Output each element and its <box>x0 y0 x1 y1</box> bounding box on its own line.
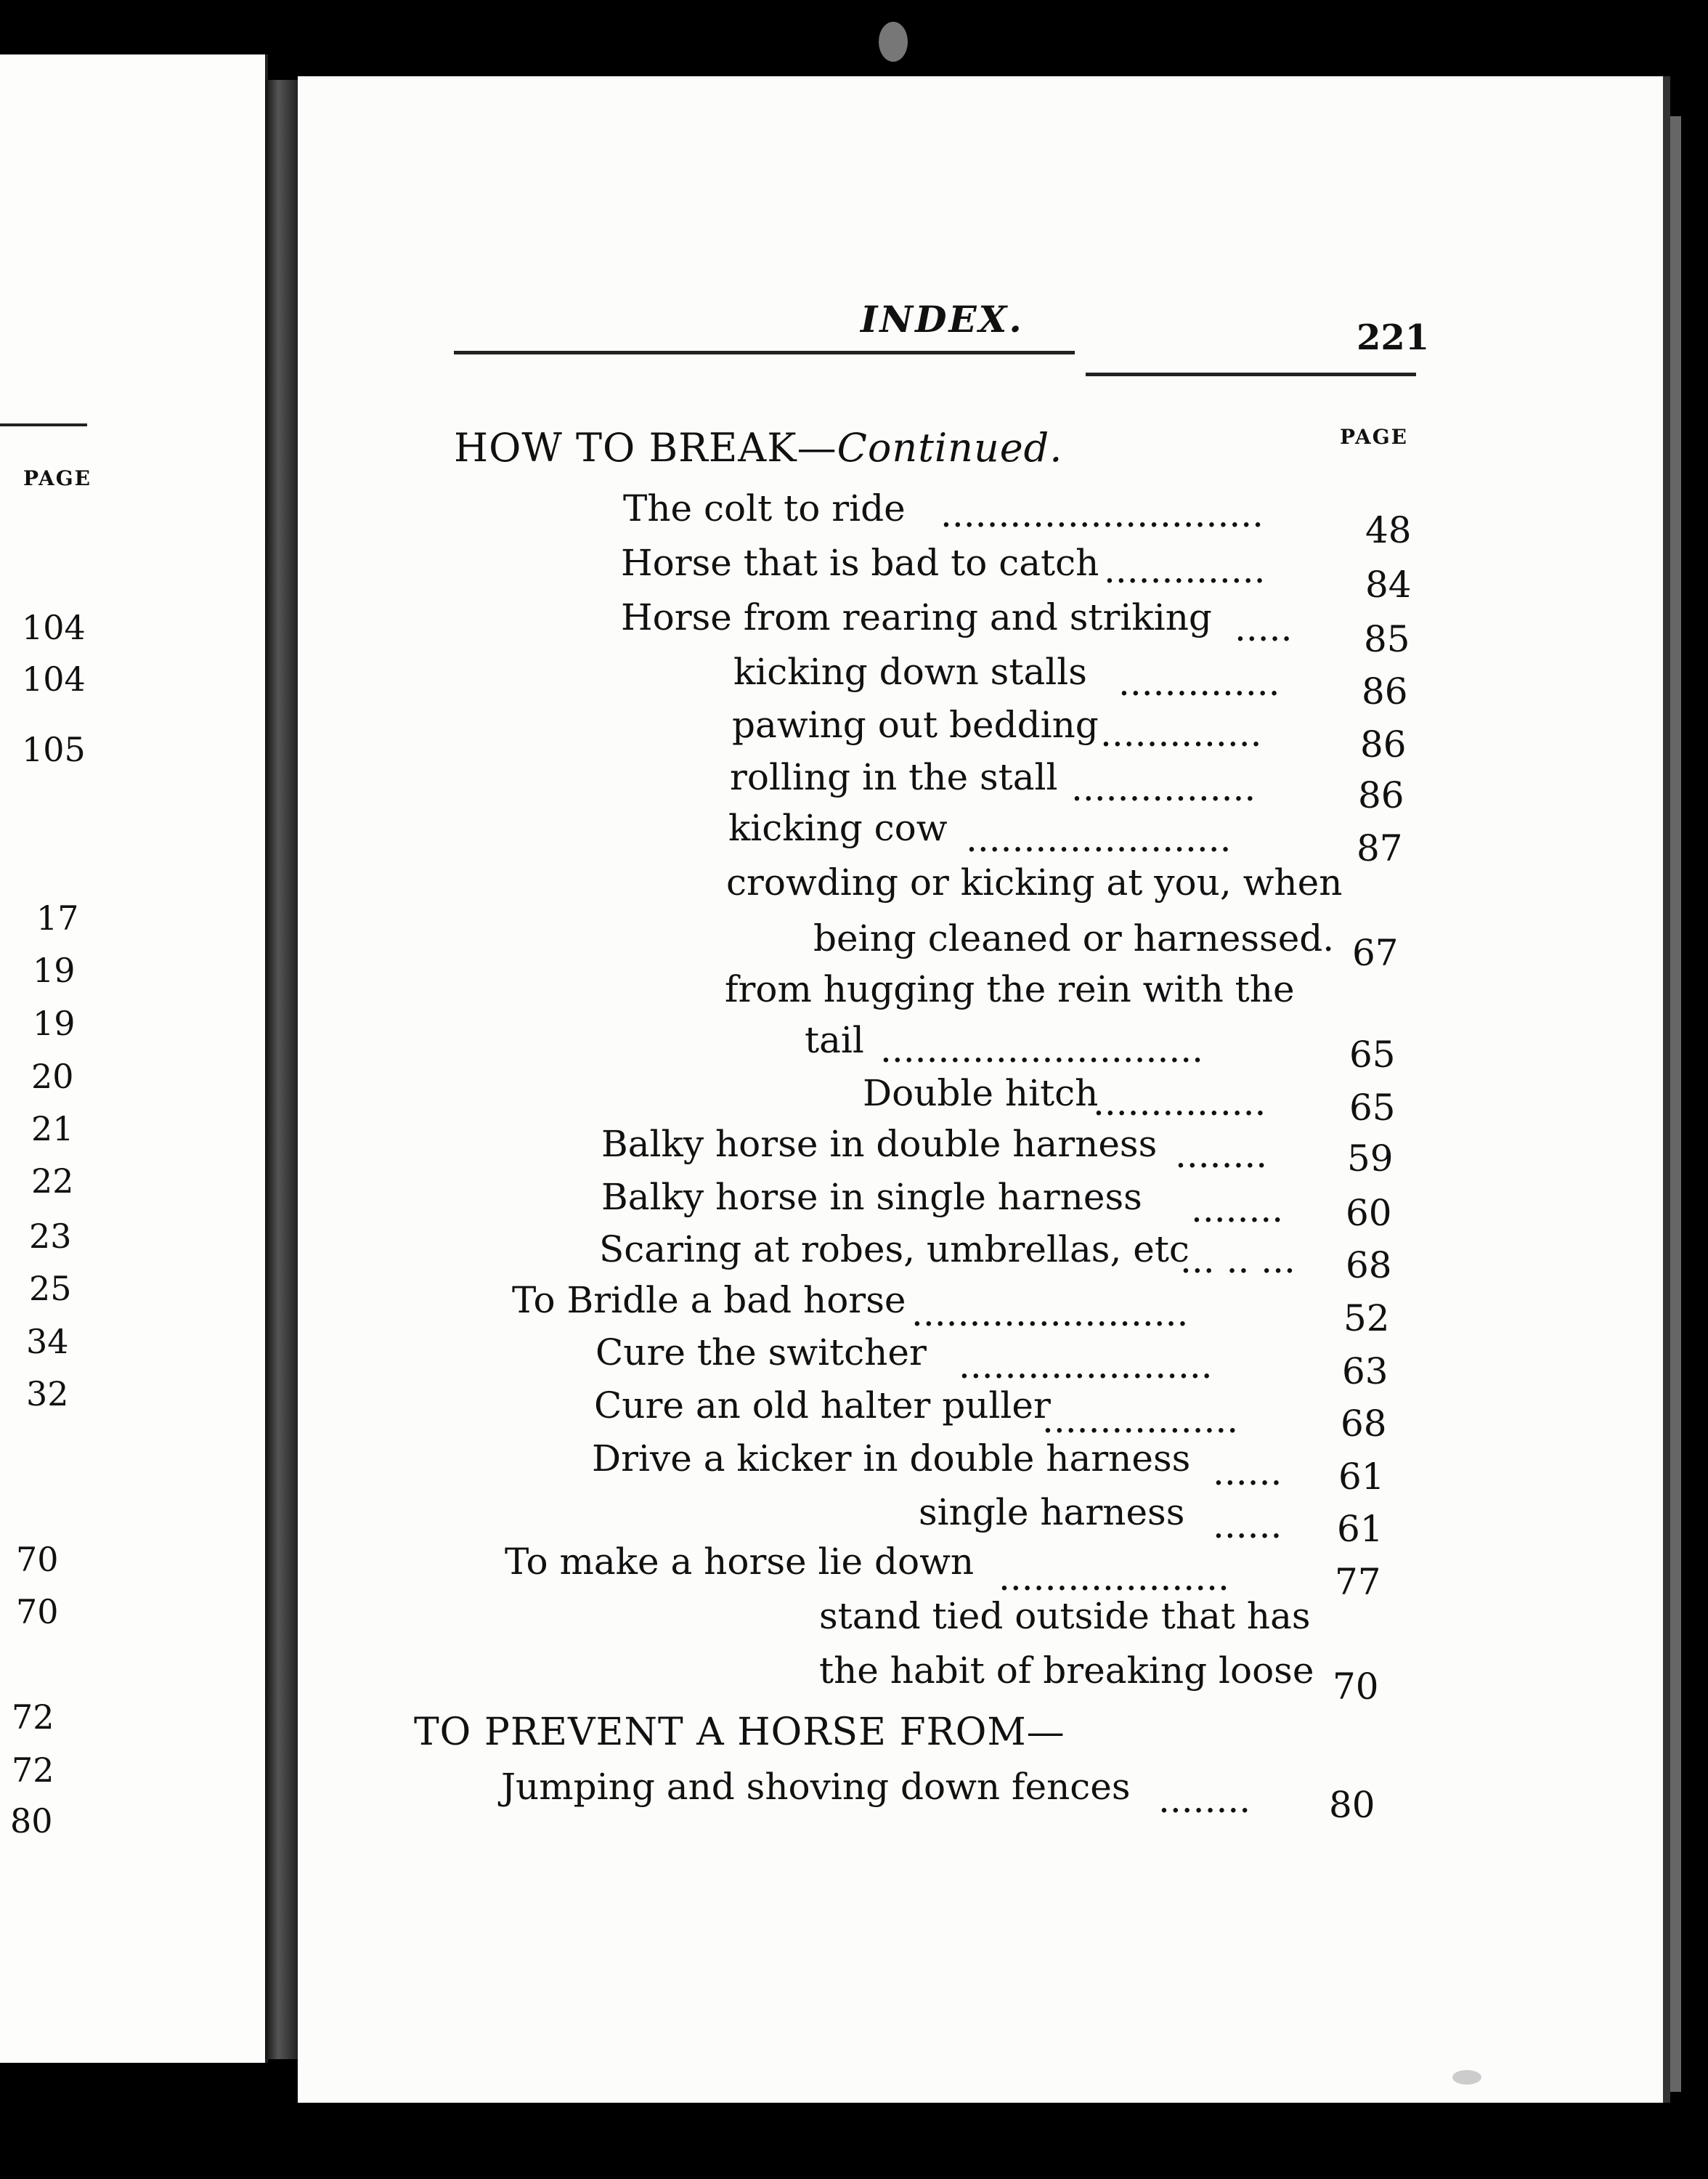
left-page-number: 19 <box>33 1004 76 1043</box>
index-entry-label: Balky horse in double harness <box>601 1123 1158 1165</box>
index-entry-label: kicking cow <box>728 807 948 849</box>
index-entry-label: Double hitch <box>863 1072 1099 1114</box>
left-page-number: 70 <box>16 1540 59 1579</box>
index-entry-page: 86 <box>1362 670 1408 713</box>
section-heading-continued: Continued. <box>837 425 1063 471</box>
leader-dots: ...................... <box>959 1344 1213 1387</box>
leader-dots: ............... <box>1093 1082 1266 1124</box>
index-entry-label: the habit of breaking loose <box>819 1650 1314 1692</box>
index-entry-page: 61 <box>1337 1508 1383 1550</box>
leader-dots: .................... <box>999 1557 1229 1599</box>
left-page-number: 22 <box>31 1161 74 1201</box>
left-page-number: 80 <box>10 1801 53 1841</box>
index-entry-page: 52 <box>1343 1297 1390 1339</box>
leader-dots: .............. <box>1118 662 1280 704</box>
page-number: 221 <box>1357 317 1430 358</box>
scan-blemish <box>1452 2070 1481 2085</box>
index-entry-page: 67 <box>1352 932 1399 974</box>
leader-dots: ............................ <box>880 1028 1204 1071</box>
index-entry-page: 65 <box>1349 1034 1396 1076</box>
section-heading-main: HOW TO BREAK— <box>454 425 837 471</box>
left-page-number: 72 <box>12 1697 54 1737</box>
index-entry-page: 70 <box>1333 1665 1379 1708</box>
left-page-number: 32 <box>26 1374 69 1413</box>
index-entry-label: The colt to ride <box>623 487 906 529</box>
left-page-number: 70 <box>16 1592 59 1631</box>
index-entry-label: Horse that is bad to catch <box>621 542 1099 584</box>
left-page-number: 23 <box>29 1217 72 1256</box>
left-page <box>0 54 268 2063</box>
index-entry-label: To Bridle a bad horse <box>512 1279 906 1321</box>
leader-dots: .............. <box>1100 713 1262 755</box>
leader-dots: ........ <box>1191 1188 1284 1230</box>
index-entry-label: Scaring at robes, umbrellas, etc <box>599 1228 1190 1270</box>
left-header-rule <box>0 423 87 426</box>
index-entry-page: 61 <box>1338 1456 1385 1498</box>
index-entry-page: 60 <box>1346 1192 1392 1234</box>
index-entry-label: pawing out bedding <box>732 704 1099 746</box>
index-entry-label: Balky horse in single harness <box>601 1176 1142 1218</box>
left-page-number: 72 <box>12 1750 54 1790</box>
leader-dots: ..... <box>1235 607 1293 649</box>
index-entry-page: 68 <box>1346 1244 1392 1286</box>
index-entry-page: 85 <box>1364 618 1410 660</box>
index-entry-page: 65 <box>1349 1087 1396 1129</box>
index-entry-page: 68 <box>1341 1403 1387 1445</box>
leader-dots: ...... <box>1213 1504 1282 1546</box>
index-entry-label: Jumping and shoving down fences <box>501 1766 1131 1808</box>
index-entry-page: 80 <box>1329 1784 1375 1826</box>
index-entry-page: 87 <box>1357 827 1403 869</box>
left-page-number: 104 <box>22 660 86 699</box>
index-entry-label: being cleaned or harnessed. <box>813 917 1335 959</box>
index-entry-label: To make a horse lie down <box>505 1541 975 1583</box>
leader-dots: ................. <box>1042 1399 1239 1441</box>
header-rule <box>454 351 1075 354</box>
header-rule <box>1086 373 1416 376</box>
leader-dots: ........................ <box>911 1292 1189 1334</box>
leader-dots: ... .. ... <box>1180 1239 1296 1281</box>
index-entry-label: crowding or kicking at you, when <box>726 861 1343 904</box>
left-page-number: 34 <box>26 1322 69 1361</box>
index-entry-page: 86 <box>1358 774 1404 816</box>
leader-dots: ............................ <box>940 493 1264 535</box>
index-entry-page: 59 <box>1347 1137 1394 1180</box>
left-page-number: 105 <box>22 730 86 769</box>
index-entry-label: Cure an old halter puller <box>594 1384 1051 1427</box>
left-page-number: 17 <box>36 898 79 938</box>
scan-blemish <box>879 22 908 62</box>
index-entry-label: Cure the switcher <box>595 1331 927 1373</box>
leader-dots: ........ <box>1175 1134 1268 1176</box>
index-entry-page: 84 <box>1365 564 1412 606</box>
index-entry-label: Horse from rearing and striking <box>621 596 1212 638</box>
section-heading: TO PREVENT A HORSE FROM— <box>414 1711 1065 1754</box>
left-page-number: 25 <box>29 1269 72 1308</box>
left-page-column-header: PAGE <box>23 466 92 490</box>
index-entry-page: 86 <box>1360 723 1407 766</box>
left-page-number: 104 <box>22 608 86 647</box>
index-entry-page: 77 <box>1335 1561 1381 1603</box>
index-entry-label: kicking down stalls <box>733 651 1087 693</box>
index-entry-label: from hugging the rein with the <box>725 968 1295 1010</box>
left-page-number: 21 <box>31 1109 74 1148</box>
book-gutter <box>265 80 298 2059</box>
index-entry-label: single harness <box>919 1491 1185 1533</box>
section-heading <box>454 425 1062 471</box>
leader-dots: ...... <box>1213 1451 1282 1493</box>
leader-dots: .............. <box>1104 549 1266 591</box>
leader-dots: ................ <box>1071 767 1256 809</box>
leader-dots: ....................... <box>966 818 1232 860</box>
leader-dots: ........ <box>1158 1779 1251 1821</box>
index-entry-page: 63 <box>1342 1350 1388 1392</box>
index-entry-label: stand tied outside that has <box>819 1595 1311 1637</box>
index-entry-page: 48 <box>1365 509 1412 551</box>
page-column-header: PAGE <box>1340 425 1408 449</box>
left-page-number: 20 <box>31 1057 74 1096</box>
index-entry-label: Drive a kicker in double harness <box>592 1437 1191 1480</box>
running-title: INDEX. <box>861 298 1024 341</box>
left-page-number: 19 <box>33 951 76 990</box>
index-entry-label: tail <box>805 1019 864 1061</box>
index-entry-label: rolling in the stall <box>730 756 1058 798</box>
